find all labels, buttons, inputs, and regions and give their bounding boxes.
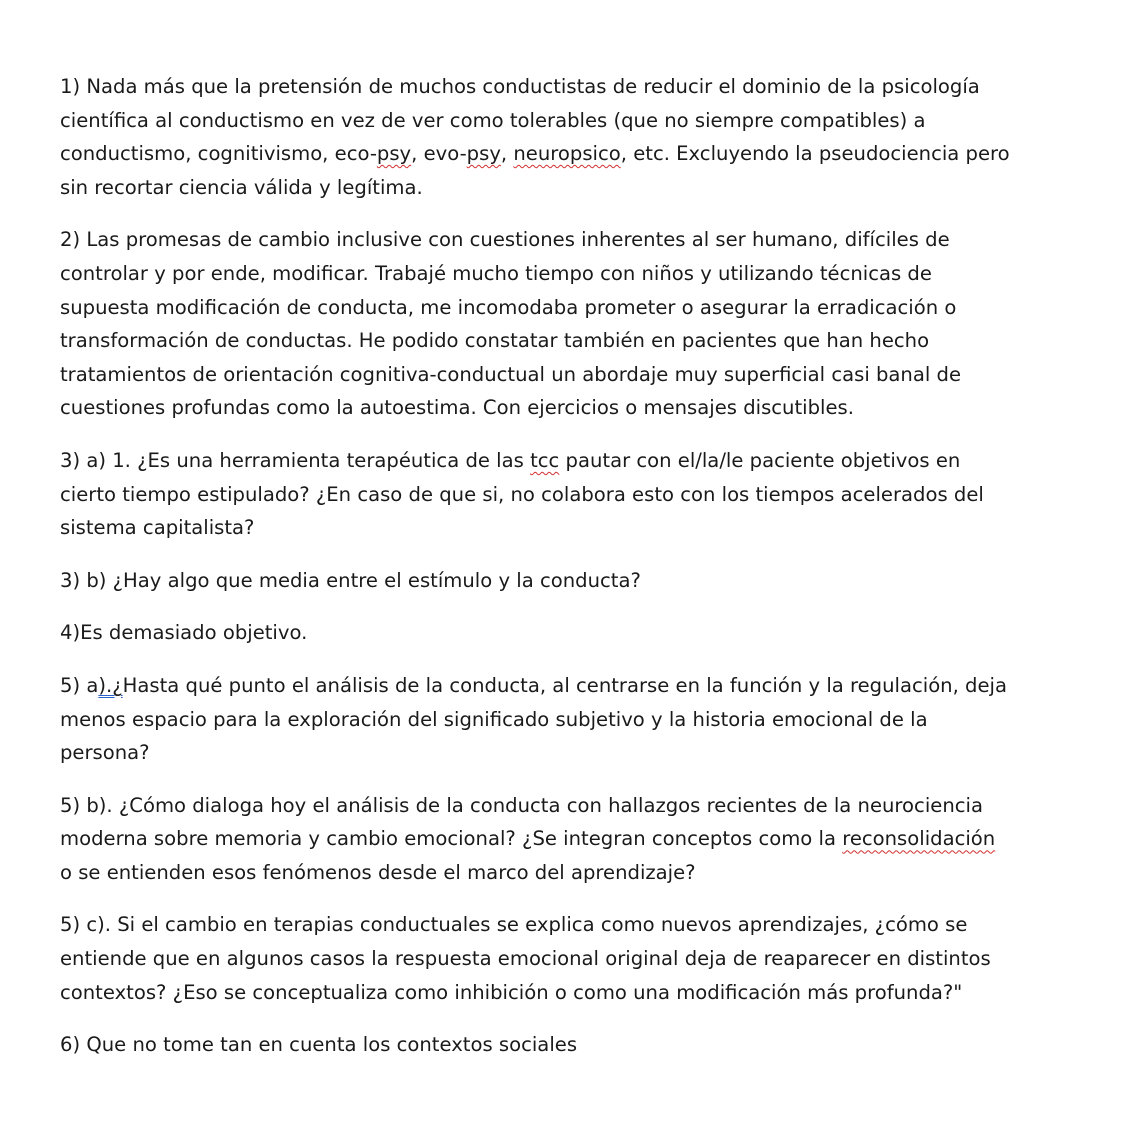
text-line bbox=[60, 822, 1060, 856]
text-run: 5) c). Si el cambio en terapias conductuales se explica como nuevos aprendizajes, ¿cómo se bbox=[60, 913, 968, 937]
paragraph-5a bbox=[60, 669, 1060, 770]
paragraph-5c bbox=[60, 908, 1060, 1009]
text-line bbox=[60, 976, 1060, 1010]
text-run: persona? bbox=[60, 741, 150, 765]
text-line bbox=[60, 223, 1060, 257]
text-line bbox=[60, 291, 1060, 325]
text-run: pautar con el/la/le paciente objetivos en bbox=[559, 448, 961, 472]
text-line bbox=[60, 104, 1060, 138]
text-run: cierto tiempo estipulado? ¿En caso de que si, no colabora esto con los tiempos acelerados del bbox=[60, 482, 984, 506]
text-run: 4)Es demasiado objetivo. bbox=[60, 621, 308, 645]
text-run: menos espacio para la exploración del significado subjetivo y la historia emocional de la bbox=[60, 707, 928, 731]
text-line bbox=[60, 511, 1060, 545]
paragraph-3b bbox=[60, 564, 1060, 598]
text-line bbox=[60, 856, 1060, 890]
text-line bbox=[60, 257, 1060, 291]
text-line bbox=[60, 137, 1060, 171]
spellcheck-flagged-word[interactable]: reconsolidación bbox=[842, 827, 996, 851]
text-line bbox=[60, 703, 1060, 737]
text-run: transformación de conductas. He podido constatar también en pacientes que han hecho bbox=[60, 329, 930, 353]
text-run: , evo- bbox=[411, 142, 467, 166]
spellcheck-flagged-word[interactable]: tcc bbox=[530, 448, 560, 472]
spellcheck-flagged-word[interactable]: psy bbox=[466, 142, 501, 166]
text-run: 5) b). ¿Cómo dialoga hoy el análisis de la conducta con hallazgos recientes de la neurociencia bbox=[60, 793, 983, 817]
text-line bbox=[60, 669, 1060, 703]
text-line bbox=[60, 391, 1060, 425]
text-line bbox=[60, 789, 1060, 823]
text-line bbox=[60, 358, 1060, 392]
text-run: moderna sobre memoria y cambio emocional? ¿Se integran conceptos como la bbox=[60, 827, 843, 851]
text-line bbox=[60, 942, 1060, 976]
text-line bbox=[60, 1028, 1060, 1062]
text-line bbox=[60, 324, 1060, 358]
text-line bbox=[60, 616, 1060, 650]
text-run: 1) Nada más que la pretensión de muchos conductistas de reducir el dominio de la psicología bbox=[60, 75, 980, 98]
text-run: 5) a bbox=[60, 673, 99, 697]
text-run: tratamientos de orientación cognitiva-conductual un abordaje muy superficial casi banal de bbox=[60, 362, 962, 386]
text-run: , bbox=[500, 142, 514, 166]
text-line bbox=[60, 171, 1060, 205]
text-run: científica al conductismo en vez de ver como tolerables (que no siempre compatibles) a bbox=[60, 108, 926, 132]
text-line bbox=[60, 70, 1060, 104]
text-run: 6) Que no tome tan en cuenta los contextos sociales bbox=[60, 1033, 578, 1057]
grammar-flagged-text[interactable]: ).¿ bbox=[98, 673, 123, 697]
document-body[interactable] bbox=[60, 70, 1060, 1081]
paragraph-1 bbox=[60, 70, 1060, 204]
text-run: 2) Las promesas de cambio inclusive con cuestiones inherentes al ser humano, difíciles de bbox=[60, 228, 950, 252]
text-run: conductismo, cognitivismo, eco- bbox=[60, 142, 377, 166]
paragraph-6 bbox=[60, 1028, 1060, 1062]
text-run: o se entienden esos fenómenos desde el marco del aprendizaje? bbox=[60, 860, 696, 884]
paragraph-2 bbox=[60, 223, 1060, 425]
text-run: cuestiones profundas como la autoestima. Con ejercicios o mensajes discutibles. bbox=[60, 396, 854, 420]
text-line bbox=[60, 908, 1060, 942]
spellcheck-flagged-word[interactable]: psy bbox=[376, 142, 412, 166]
text-run: supuesta modificación de conducta, me incomodaba prometer o asegurar la erradicación o bbox=[60, 295, 957, 319]
text-run: entiende que en algunos casos la respuesta emocional original deja de reaparecer en distintos bbox=[60, 947, 991, 971]
text-run: sin recortar ciencia válida y legítima. bbox=[60, 175, 423, 199]
text-line bbox=[60, 444, 1060, 478]
text-run: controlar y por ende, modificar. Trabajé mucho tiempo con niños y utilizando técnicas de bbox=[60, 261, 932, 285]
text-line bbox=[60, 478, 1060, 512]
text-run: 3) b) ¿Hay algo que media entre el estímulo y la conducta? bbox=[60, 568, 641, 592]
text-run: sistema capitalista? bbox=[60, 516, 255, 540]
paragraph-4 bbox=[60, 616, 1060, 650]
paragraph-5b bbox=[60, 789, 1060, 890]
text-run: Hasta qué punto el análisis de la conducta, al centrarse en la función y la regulación, deja bbox=[122, 673, 1007, 697]
paragraph-3a bbox=[60, 444, 1060, 545]
text-run: contextos? ¿Eso se conceptualiza como inhibición o como una modificación más profunda?" bbox=[60, 980, 963, 1004]
text-line bbox=[60, 736, 1060, 770]
text-run: 3) a) 1. ¿Es una herramienta terapéutica de las bbox=[60, 448, 531, 472]
text-line bbox=[60, 564, 1060, 598]
spellcheck-flagged-word[interactable]: neuropsico bbox=[513, 142, 621, 166]
text-run: , etc. Excluyendo la pseudociencia pero bbox=[620, 142, 1010, 166]
